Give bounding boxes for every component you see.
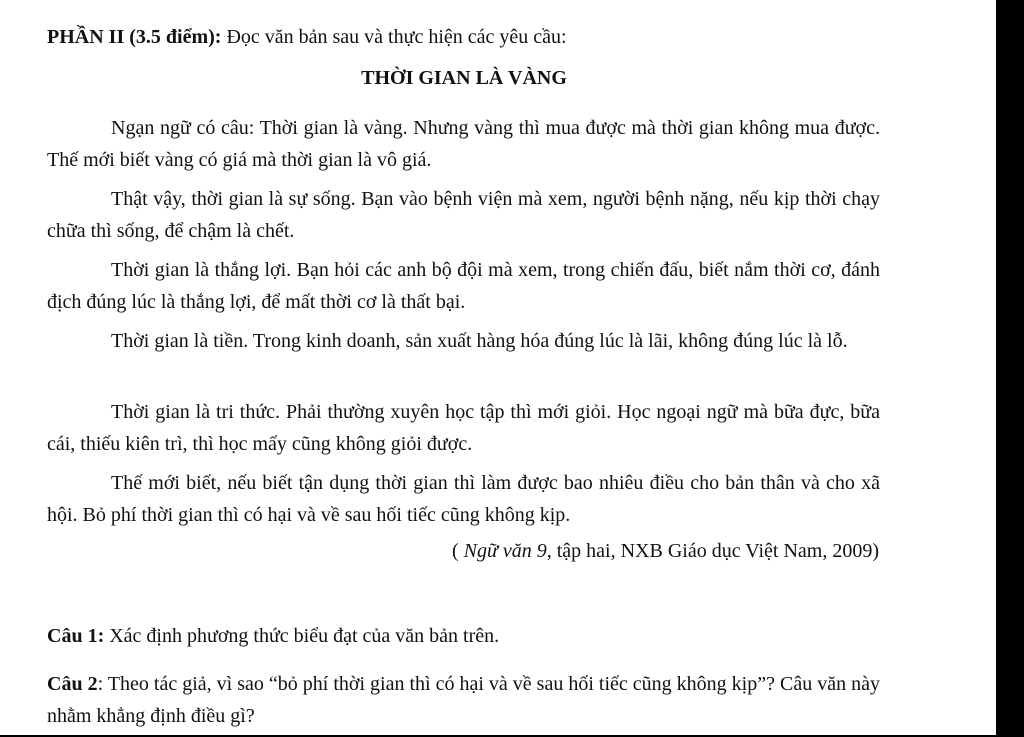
- paragraph-6: Thế mới biết, nếu biết tận dụng thời gian thì làm được bao nhiêu điều cho bản thân và cho xã hội. Bỏ phí thời gian thì có hại và về sau hối tiếc cũng không kịp.: [47, 472, 880, 526]
- paragraph-4: Thời gian là tiền. Trong kinh doanh, sản xuất hàng hóa đúng lúc là lãi, không đúng lúc là lỗ.: [111, 330, 848, 352]
- source-book: Ngữ văn 9: [463, 540, 547, 562]
- paragraph-2: Thật vậy, thời gian là sự sống. Bạn vào bệnh viện mà xem, người bệnh nặng, nếu kịp thời chạy chữa thì sống, để chậm là chết.: [47, 188, 880, 242]
- section-instruction: Đọc văn bản sau và thực hiện các yêu cầu:: [221, 26, 567, 48]
- passage-title: THỜI GIAN LÀ VÀNG: [361, 67, 567, 89]
- section-heading: [47, 25, 567, 49]
- source-open: (: [451, 540, 464, 562]
- source-rest: , tập hai, NXB Giáo dục Việt Nam, 2009): [546, 540, 879, 562]
- paragraph-1: Ngạn ngữ có câu: Thời gian là vàng. Nhưng vàng thì mua được mà thời gian không mua được. Thế mới biết vàng có giá mà thời gian là vô giá.: [47, 117, 880, 171]
- question-2: [47, 668, 880, 732]
- source-citation: [452, 539, 879, 563]
- question-2-text: : Theo tác giả, vì sao “bỏ phí thời gian thì có hại và về sau hối tiếc cũng không kịp”? Câu văn này nhằm khẳng định điều gì?: [47, 673, 880, 727]
- paragraph-3: Thời gian là thắng lợi. Bạn hỏi các anh bộ đội mà xem, trong chiến đấu, biết nắm thời cơ, đánh địch đúng lúc là thắng lợi, để mất thời cơ là thất bại.: [47, 259, 880, 313]
- question-1: [47, 624, 499, 648]
- question-1-label: Câu 1:: [47, 625, 105, 647]
- paragraph-5: Thời gian là tri thức. Phải thường xuyên học tập thì mới giỏi. Học ngoại ngữ mà bữa đực, bữa cái, thiếu kiên trì, thì học mấy cũng không giỏi được.: [47, 401, 880, 455]
- section-label: PHẦN II (3.5 điểm):: [47, 26, 222, 48]
- question-1-text: Xác định phương thức biểu đạt của văn bản trên.: [104, 625, 500, 647]
- question-2-label: Câu 2: [47, 673, 98, 695]
